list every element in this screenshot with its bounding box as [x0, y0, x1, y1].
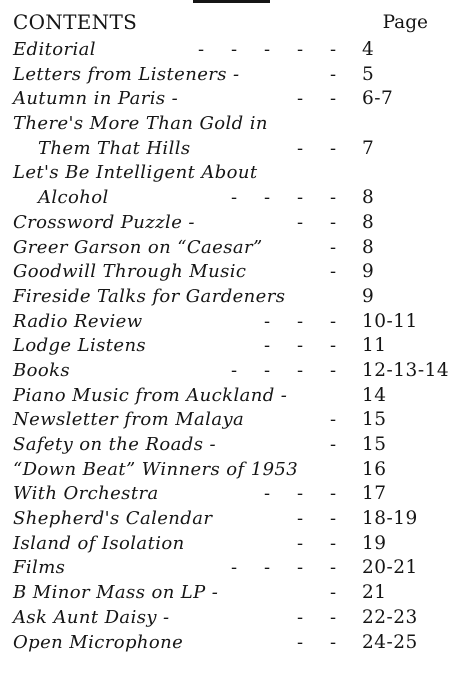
toc-entry-title: Safety on the Roads -	[13, 434, 216, 455]
toc-entry-title: Crossword Puzzle -	[13, 211, 195, 233]
toc-entry-title: Autumn in Paris -	[13, 88, 179, 110]
toc-entry-title: Alcohol	[38, 187, 109, 209]
leader-dash: -	[231, 187, 238, 209]
toc-entry	[0, 384, 436, 409]
leader-dash: -	[264, 335, 271, 357]
toc-entry	[0, 285, 436, 310]
toc-entry-title: Ask Aunt Daisy -	[13, 606, 170, 628]
leader-dash: -	[264, 359, 271, 381]
leader-dash: -	[264, 187, 271, 209]
toc-entry-title: Them That Hills	[38, 137, 191, 159]
leader-dash: -	[330, 532, 337, 554]
leader-dash: -	[330, 39, 337, 60]
toc-entry-line	[0, 507, 436, 532]
toc-entry-line	[0, 334, 436, 359]
leader-dash: -	[297, 532, 304, 554]
toc-entry-page: 21	[362, 582, 387, 604]
toc-entry-title: “Down Beat” Winners of 1953	[13, 458, 299, 480]
toc-entry-line	[0, 482, 436, 507]
toc-entry-line	[0, 458, 436, 483]
toc-entry	[0, 631, 436, 656]
toc-entry-title: Greer Garson on “Caesar”	[13, 236, 263, 258]
toc-entry-title: Letters from Listeners -	[13, 63, 240, 85]
leader-dash: -	[231, 39, 238, 60]
leader-dash: -	[330, 434, 337, 455]
toc-entry-line	[0, 631, 436, 656]
toc-entry-line	[0, 161, 436, 186]
toc-entry	[0, 161, 436, 210]
toc-entry-line	[0, 236, 436, 261]
toc-entry-title: Island of Isolation	[13, 532, 185, 554]
contents-heading: CONTENTS	[13, 10, 138, 34]
toc-entry-line	[0, 359, 449, 384]
toc-entry-line	[0, 211, 436, 236]
toc-entry-line	[0, 186, 436, 211]
toc-entry-page: 22-23	[362, 606, 418, 628]
toc-entry-line	[0, 581, 436, 606]
toc-entry-page: 7	[362, 137, 375, 159]
toc-entry-page: 5	[362, 63, 375, 85]
toc-entry-line	[0, 285, 436, 310]
toc-entry-page: 8	[362, 211, 375, 233]
toc-entry-title: Let's Be Intelligent About	[13, 162, 258, 184]
toc-entry-page: 8	[362, 187, 375, 209]
leader-dash: -	[330, 187, 337, 209]
toc-entry-line	[0, 606, 436, 631]
toc-entry-title: Books	[13, 359, 71, 381]
toc-entry-title: Open Microphone	[13, 631, 184, 653]
leader-dash: -	[330, 409, 337, 431]
toc-entry-line	[0, 260, 436, 285]
leader-dash: -	[297, 88, 304, 110]
toc-entry-page: 15	[362, 409, 387, 431]
leader-dash: -	[231, 557, 238, 579]
toc-entry	[0, 581, 436, 606]
leader-dash: -	[264, 483, 271, 505]
toc-entry-line	[0, 408, 436, 433]
toc-entry-page: 15	[362, 434, 387, 455]
toc-entry	[0, 310, 436, 335]
toc-entry-line	[0, 556, 436, 581]
leader-dash: -	[264, 310, 271, 332]
masthead-rule	[193, 0, 270, 3]
toc-entry-title: There's More Than Gold in	[13, 113, 268, 135]
toc-entry	[0, 482, 436, 507]
toc-entry-line	[0, 532, 436, 557]
toc-entry-title: With Orchestra	[13, 483, 159, 505]
toc-entry-title: Fireside Talks for Gardeners	[13, 285, 286, 307]
toc-entry-page: 6-7	[362, 88, 394, 110]
toc-entry-page: 10-11	[362, 310, 418, 332]
toc-entry-page: 17	[362, 483, 387, 505]
leader-dash: -	[297, 631, 304, 653]
toc-entry	[0, 260, 436, 285]
toc-entry	[0, 556, 436, 581]
toc-entry	[0, 606, 436, 631]
leader-dash: -	[330, 261, 337, 283]
leader-dash: -	[330, 483, 337, 505]
toc-entry	[0, 211, 436, 236]
leader-dash: -	[330, 508, 337, 530]
toc-entry	[0, 236, 436, 261]
toc-entry	[0, 359, 449, 384]
leader-dash: -	[231, 359, 238, 381]
leader-dash: -	[330, 631, 337, 653]
toc-entry	[0, 408, 436, 433]
leader-dash: -	[297, 187, 304, 209]
toc-entry	[0, 63, 436, 88]
toc-entry	[0, 334, 436, 359]
leader-dash: -	[297, 508, 304, 530]
toc-entry-title: Goodwill Through Music	[13, 261, 247, 283]
toc-entry-page: 16	[362, 458, 387, 480]
toc-entry-page: 9	[362, 285, 375, 307]
leader-dash: -	[198, 39, 205, 60]
leader-dash: -	[330, 359, 337, 381]
toc-entry-page: 12-13-14	[362, 359, 449, 381]
leader-dash: -	[264, 39, 271, 60]
toc-entry-page: 18-19	[362, 508, 418, 530]
leader-dash: -	[297, 359, 304, 381]
toc-entry-line	[0, 112, 436, 137]
toc-entry-page: 11	[362, 335, 387, 357]
toc-entry	[0, 532, 436, 557]
toc-entry-page: 14	[362, 384, 387, 406]
page-column-heading: Page	[382, 12, 428, 33]
toc-entry-line	[0, 137, 436, 162]
leader-dash: -	[330, 557, 337, 579]
toc-entry-line	[0, 310, 436, 335]
leader-dash: -	[330, 88, 337, 110]
toc-entry-line	[0, 384, 436, 409]
leader-dash: -	[330, 137, 337, 159]
toc-entry-line	[0, 38, 436, 63]
leader-dash: -	[297, 483, 304, 505]
leader-dash: -	[330, 63, 337, 85]
leader-dash: -	[330, 310, 337, 332]
leader-dash: -	[330, 211, 337, 233]
toc-entry-line	[0, 63, 436, 88]
toc-entry-title: B Minor Mass on LP -	[13, 582, 219, 604]
toc-entry-line	[0, 87, 436, 112]
toc-entry-title: Shepherd's Calendar	[13, 508, 213, 530]
leader-dash: -	[297, 137, 304, 159]
toc-entry-page: 4	[362, 39, 375, 60]
leader-dash: -	[297, 335, 304, 357]
leader-dash: -	[330, 236, 337, 258]
table-of-contents	[0, 38, 449, 655]
toc-entry-line	[0, 433, 436, 458]
toc-entry-page: 24-25	[362, 631, 418, 653]
toc-entry	[0, 87, 436, 112]
leader-dash: -	[330, 582, 337, 604]
toc-entry	[0, 458, 436, 483]
toc-entry-page: 19	[362, 532, 387, 554]
toc-entry-title: Radio Review	[13, 310, 143, 332]
toc-entry-title: Lodge Listens	[13, 335, 147, 357]
toc-entry	[0, 433, 436, 458]
leader-dash: -	[297, 310, 304, 332]
toc-entry-title: Piano Music from Auckland -	[13, 384, 288, 406]
leader-dash: -	[330, 606, 337, 628]
toc-entry-title: Newsletter from Malaya	[13, 409, 245, 431]
toc-entry-title: Films	[13, 557, 66, 579]
toc-entry-page: 20-21	[362, 557, 418, 579]
toc-entry-page: 8	[362, 236, 375, 258]
leader-dash: -	[297, 39, 304, 60]
toc-entry	[0, 112, 436, 161]
leader-dash: -	[264, 557, 271, 579]
toc-entry-page: 9	[362, 261, 375, 283]
leader-dash: -	[297, 211, 304, 233]
toc-entry	[0, 507, 436, 532]
toc-entry	[0, 38, 436, 63]
leader-dash: -	[297, 557, 304, 579]
toc-entry-title: Editorial	[13, 39, 96, 60]
contents-header	[13, 10, 428, 36]
leader-dash: -	[330, 335, 337, 357]
leader-dash: -	[297, 606, 304, 628]
